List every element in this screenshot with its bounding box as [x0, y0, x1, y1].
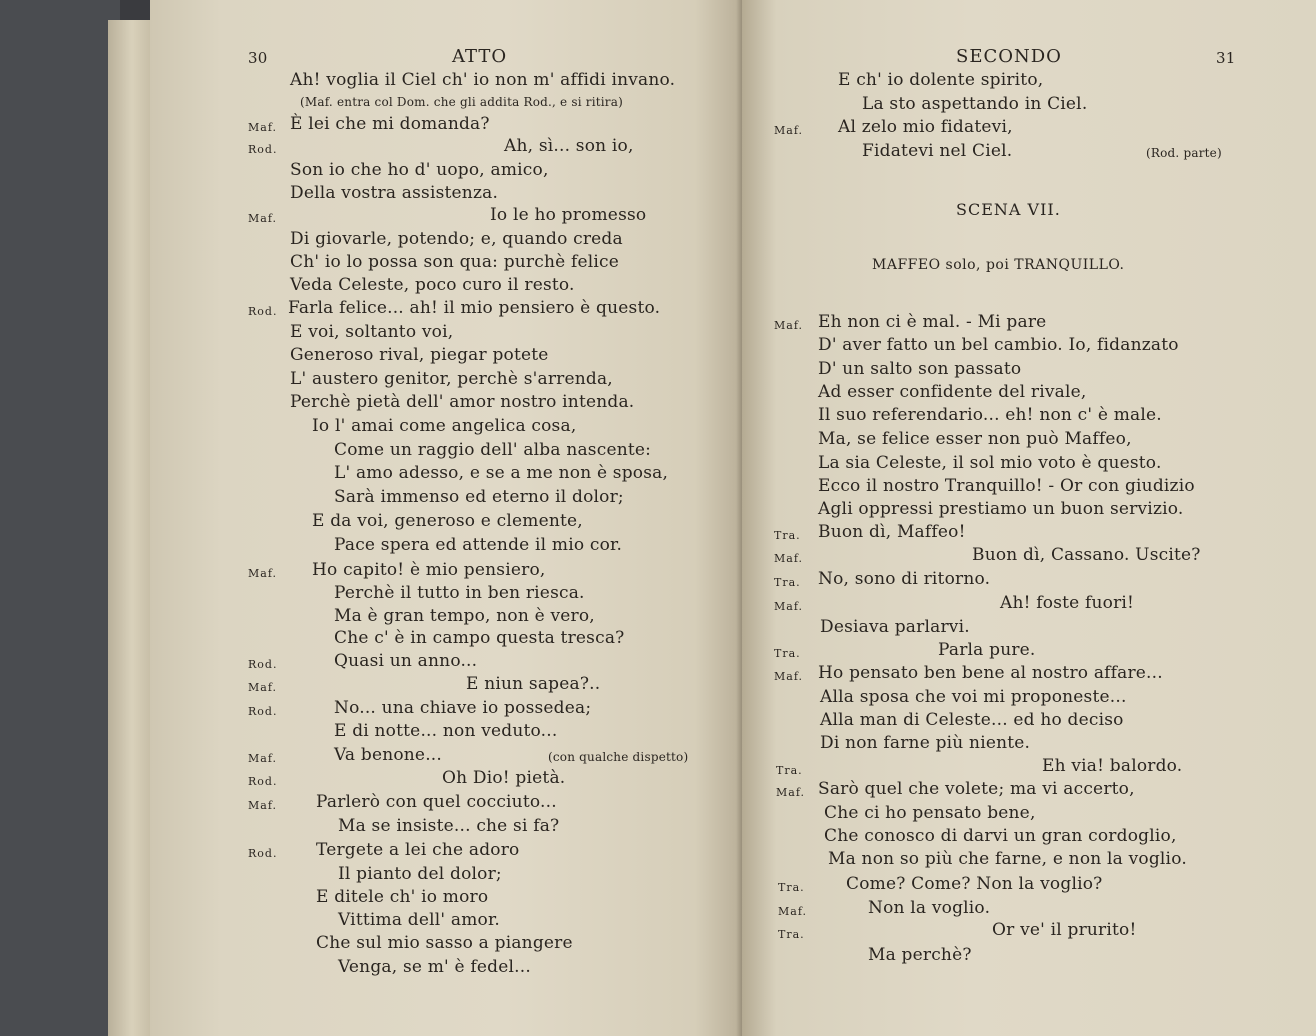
- verse-line: Come un raggio dell' alba nascente:: [334, 440, 652, 460]
- verse-line: Buon dì, Cassano. Uscite?: [972, 545, 1201, 565]
- speaker-label: Tra.: [774, 576, 801, 589]
- speaker-label: Tra.: [778, 928, 805, 941]
- speaker-label: Maf.: [248, 121, 277, 134]
- stage-direction: (con qualche dispetto): [548, 750, 689, 764]
- verse-line: Ad esser confidente del rivale,: [818, 382, 1087, 402]
- verse-line: Ah, sì... son io,: [504, 136, 634, 156]
- verse-line: No, sono di ritorno.: [818, 569, 991, 589]
- speaker-label: Rod.: [248, 705, 278, 718]
- speaker-label: Maf.: [774, 552, 803, 565]
- verse-line: È lei che mi domanda?: [290, 114, 490, 134]
- verse-line: Va benone...: [334, 745, 443, 765]
- stage-direction: (Maf. entra col Dom. che gli addita Rod., e si ritira): [300, 95, 623, 109]
- verse-line: Come? Come? Non la voglio?: [846, 874, 1103, 894]
- verse-line: L' amo adesso, e se a me non è sposa,: [334, 463, 669, 483]
- verse-line: Desiava parlarvi.: [820, 617, 970, 637]
- verse-line: Or ve' il prurito!: [992, 920, 1137, 940]
- verse-line: Sarà immenso ed eterno il dolor;: [334, 487, 624, 507]
- verse-line: E niun sapea?..: [466, 674, 601, 694]
- speaker-label: Maf.: [248, 567, 277, 580]
- verse-line: Non la voglio.: [868, 898, 991, 918]
- verse-line: D' un salto son passato: [818, 359, 1022, 379]
- speaker-label: Rod.: [248, 305, 278, 318]
- verse-line: E ch' io dolente spirito,: [838, 70, 1044, 90]
- speaker-label: Maf.: [248, 681, 277, 694]
- verse-line: Eh via! balordo.: [1042, 756, 1183, 776]
- verse-line: Tergete a lei che adoro: [316, 840, 520, 860]
- verse-line: La sto aspettando in Ciel.: [862, 94, 1088, 114]
- speaker-label: Tra.: [774, 529, 801, 542]
- verse-line: Che c' è in campo questa tresca?: [334, 628, 625, 648]
- verse-line: Parla pure.: [938, 640, 1036, 660]
- speaker-label: Tra.: [776, 764, 803, 777]
- running-head: ATTO: [452, 46, 508, 67]
- speaker-label: Maf.: [774, 670, 803, 683]
- verse-line: Ma non so più che farne, e non la voglio.: [828, 849, 1187, 869]
- verse-line: Ho pensato ben bene al nostro affare...: [818, 663, 1163, 683]
- verse-line: Io l' amai come angelica cosa,: [312, 416, 577, 436]
- verse-line: Ah! foste fuori!: [1000, 593, 1135, 613]
- verse-line: Vittima dell' amor.: [338, 910, 501, 930]
- speaker-label: Maf.: [248, 799, 277, 812]
- speaker-label: Rod.: [248, 847, 278, 860]
- verse-line: Alla man di Celeste... ed ho deciso: [820, 710, 1124, 730]
- verse-line: Quasi un anno...: [334, 651, 478, 671]
- speaker-label: Maf.: [248, 752, 277, 765]
- verse-line: Di non farne più niente.: [820, 733, 1031, 753]
- verse-line: Fidatevi nel Ciel.: [862, 141, 1013, 161]
- running-head: SECONDO: [956, 46, 1062, 67]
- background-left: [0, 0, 120, 1036]
- verse-line: Che ci ho pensato bene,: [824, 803, 1036, 823]
- verse-line: Io le ho promesso: [490, 205, 647, 225]
- verse-line: Son io che ho d' uopo, amico,: [290, 160, 549, 180]
- verse-line: Agli oppressi prestiamo un buon servizio.: [818, 499, 1184, 519]
- verse-line: Sarò quel che volete; ma vi accerto,: [818, 779, 1135, 799]
- verse-line: Perchè il tutto in ben riesca.: [334, 583, 585, 603]
- verse-line: Il pianto del dolor;: [338, 864, 502, 884]
- verse-line: Farla felice... ah! il mio pensiero è questo.: [288, 298, 661, 318]
- verse-line: Eh non ci è mal. - Mi pare: [818, 312, 1047, 332]
- verse-line: D' aver fatto un bel cambio. Io, fidanzato: [818, 335, 1179, 355]
- speaker-label: Maf.: [774, 124, 803, 137]
- verse-line: L' austero genitor, perchè s'arrenda,: [290, 369, 613, 389]
- verse-line: Ah! voglia il Ciel ch' io non m' affidi invano.: [290, 70, 676, 90]
- verse-line: Perchè pietà dell' amor nostro intenda.: [290, 392, 635, 412]
- speaker-label: Maf.: [774, 600, 803, 613]
- verse-line: Ecco il nostro Tranquillo! - Or con giudizio: [818, 476, 1195, 496]
- speaker-label: Tra.: [774, 647, 801, 660]
- page-number: 30: [248, 49, 268, 67]
- verse-line: E da voi, generoso e clemente,: [312, 511, 583, 531]
- verse-line: Alla sposa che voi mi proponeste...: [820, 687, 1127, 707]
- verse-line: E voi, soltanto voi,: [290, 322, 454, 342]
- verse-line: Che conosco di darvi un gran cordoglio,: [824, 826, 1177, 846]
- verse-line: Parlerò con quel cocciuto...: [316, 792, 557, 812]
- verse-line: La sia Celeste, il sol mio voto è questo.: [818, 453, 1162, 473]
- scene-cast: MAFFEO solo, poi TRANQUILLO.: [872, 257, 1125, 273]
- left-page: [150, 0, 742, 1036]
- page-number: 31: [1216, 49, 1236, 67]
- speaker-label: Maf.: [778, 905, 807, 918]
- verse-line: Pace spera ed attende il mio cor.: [334, 535, 623, 555]
- scene-title: SCENA VII.: [956, 200, 1061, 219]
- verse-line: E ditele ch' io moro: [316, 887, 489, 907]
- verse-line: Venga, se m' è fedel...: [338, 957, 531, 977]
- verse-line: No... una chiave io possedea;: [334, 698, 592, 718]
- verse-line: Buon dì, Maffeo!: [818, 522, 966, 542]
- speaker-label: Tra.: [778, 881, 805, 894]
- verse-line: E di notte... non veduto...: [334, 721, 558, 741]
- verse-line: Il suo referendario... eh! non c' è male.: [818, 405, 1162, 425]
- speaker-label: Maf.: [774, 319, 803, 332]
- verse-line: Ma, se felice esser non può Maffeo,: [818, 429, 1132, 449]
- verse-line: Ma è gran tempo, non è vero,: [334, 606, 595, 626]
- speaker-label: Rod.: [248, 775, 278, 788]
- verse-line: Al zelo mio fidatevi,: [838, 117, 1013, 137]
- verse-line: Della vostra assistenza.: [290, 183, 499, 203]
- speaker-label: Rod.: [248, 658, 278, 671]
- verse-line: Ch' io lo possa son qua: purchè felice: [290, 252, 619, 272]
- verse-line: Generoso rival, piegar potete: [290, 345, 549, 365]
- speaker-label: Maf.: [248, 212, 277, 225]
- stage-direction: (Rod. parte): [1146, 146, 1222, 160]
- speaker-label: Maf.: [776, 786, 805, 799]
- verse-line: Ma se insiste... che si fa?: [338, 816, 560, 836]
- verse-line: Veda Celeste, poco curo il resto.: [290, 275, 575, 295]
- verse-line: Di giovarle, potendo; e, quando creda: [290, 229, 623, 249]
- verse-line: Che sul mio sasso a piangere: [316, 933, 573, 953]
- verse-line: Ho capito! è mio pensiero,: [312, 560, 546, 580]
- right-page: [742, 0, 1316, 1036]
- speaker-label: Rod.: [248, 143, 278, 156]
- verse-line: Ma perchè?: [868, 945, 972, 965]
- verse-line: Oh Dio! pietà.: [442, 768, 566, 788]
